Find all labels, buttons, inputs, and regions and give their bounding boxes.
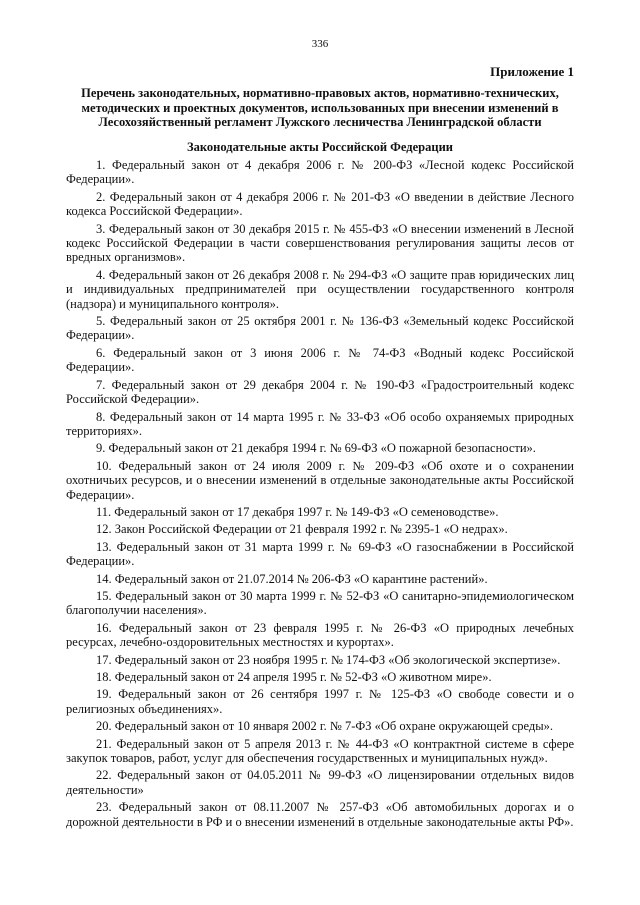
list-item: 8. Федеральный закон от 14 марта 1995 г. № 33-ФЗ «Об особо охраняемых природных территориях». [66,409,574,438]
document-title: Перечень законодательных, нормативно-правовых актов, нормативно-технических, методических и проектных документов, использованных при внесении изменений в Лесохозяйственный регламент Лужского лесничества Ленинградской области [81,86,559,129]
list-item: 22. Федеральный закон от 04.05.2011 № 99-ФЗ «О лицензировании отдельных видов деятельности» [66,768,574,797]
list-item: 9. Федеральный закон от 21 декабря 1994 г. № 69-ФЗ «О пожарной безопасности». [96,441,536,456]
list-item: 23. Федеральный закон от 08.11.2007 № 257-ФЗ «Об автомобильных дорогах и о дорожной деятельности в РФ и о внесении изменений в отдельные законодательные акты РФ». [66,800,574,829]
list-item: 1. Федеральный закон от 4 декабря 2006 г. № 200-ФЗ «Лесной кодекс Российской Федерации». [66,158,574,187]
list-item: 16. Федеральный закон от 23 февраля 1995 г. № 26-ФЗ «О природных лечебных ресурсах, лечебно-оздоровительных местностях и курортах». [66,620,574,650]
list-item: 13. Федеральный закон от 31 марта 1999 г. № 69-ФЗ «О газоснабжении в Российской Федерации». [66,539,574,569]
list-item: 7. Федеральный закон от 29 декабря 2004 г. № 190-ФЗ «Градостроительный кодекс Российской Федерации». [66,377,574,407]
list-item: 4. Федеральный закон от 26 декабря 2008 г. № 294-ФЗ «О защите прав юридических лиц и индивидуальных предпринимателей при осуществлении государственного контроля (надзора) и муниципального контроля». [66,267,574,311]
page-number: 336 [311,38,329,50]
list-item: 20. Федеральный закон от 10 января 2002 г. № 7-ФЗ «Об охране окружающей среды». [96,719,554,734]
list-item: 18. Федеральный закон от 24 апреля 1995 г. № 52-ФЗ «О животном мире». [96,670,492,684]
law-list [66,158,574,832]
list-item: 15. Федеральный закон от 30 марта 1999 г. № 52-ФЗ «О санитарно-эпидемиологическом благополучии населения». [66,588,574,618]
list-item: 14. Федеральный закон от 21.07.2014 № 206-ФЗ «О карантине растений». [96,571,488,586]
appendix-label: Приложение 1 [490,64,574,79]
list-item: 12. Закон Российской Федерации от 21 февраля 1992 г. № 2395-1 «О недрах». [96,522,508,537]
list-item: 17. Федеральный закон от 23 ноября 1995 г. № 174-ФЗ «Об экологической экспертизе». [96,652,561,667]
list-item: 21. Федеральный закон от 5 апреля 2013 г. № 44-ФЗ «О контрактной системе в сфере закупок товаров, работ, услуг для обеспечения государственных и муниципальных нужд». [66,736,574,766]
section-title: Законодательные акты Российской Федерации [187,140,453,154]
list-item: 11. Федеральный закон от 17 декабря 1997 г. № 149-ФЗ «О семеноводстве». [96,504,499,519]
list-item: 10. Федеральный закон от 24 июля 2009 г. № 209-ФЗ «Об охоте и о сохранении охотничьих ресурсов, и о внесении изменений в отдельные законодательные акты Российской Федерации». [66,458,574,502]
list-item: 5. Федеральный закон от 25 октября 2001 г. № 136-ФЗ «Земельный кодекс Российской Федерации». [66,314,574,343]
list-item: 3. Федеральный закон от 30 декабря 2015 г. № 455-ФЗ «О внесении изменений в Лесной кодекс Российской Федерации в части совершенствования регулирования защиты лесов от вредных организмов». [66,221,574,265]
list-item: 6. Федеральный закон от 3 июня 2006 г. № 74-ФЗ «Водный кодекс Российской Федерации». [66,345,574,375]
list-item: 19. Федеральный закон от 26 сентября 1997 г. № 125-ФЗ «О свободе совести и о религиозных объединениях». [66,687,574,716]
list-item: 2. Федеральный закон от 4 декабря 2006 г. № 201-ФЗ «О введении в действие Лесного кодекса Российской Федерации». [66,189,574,219]
